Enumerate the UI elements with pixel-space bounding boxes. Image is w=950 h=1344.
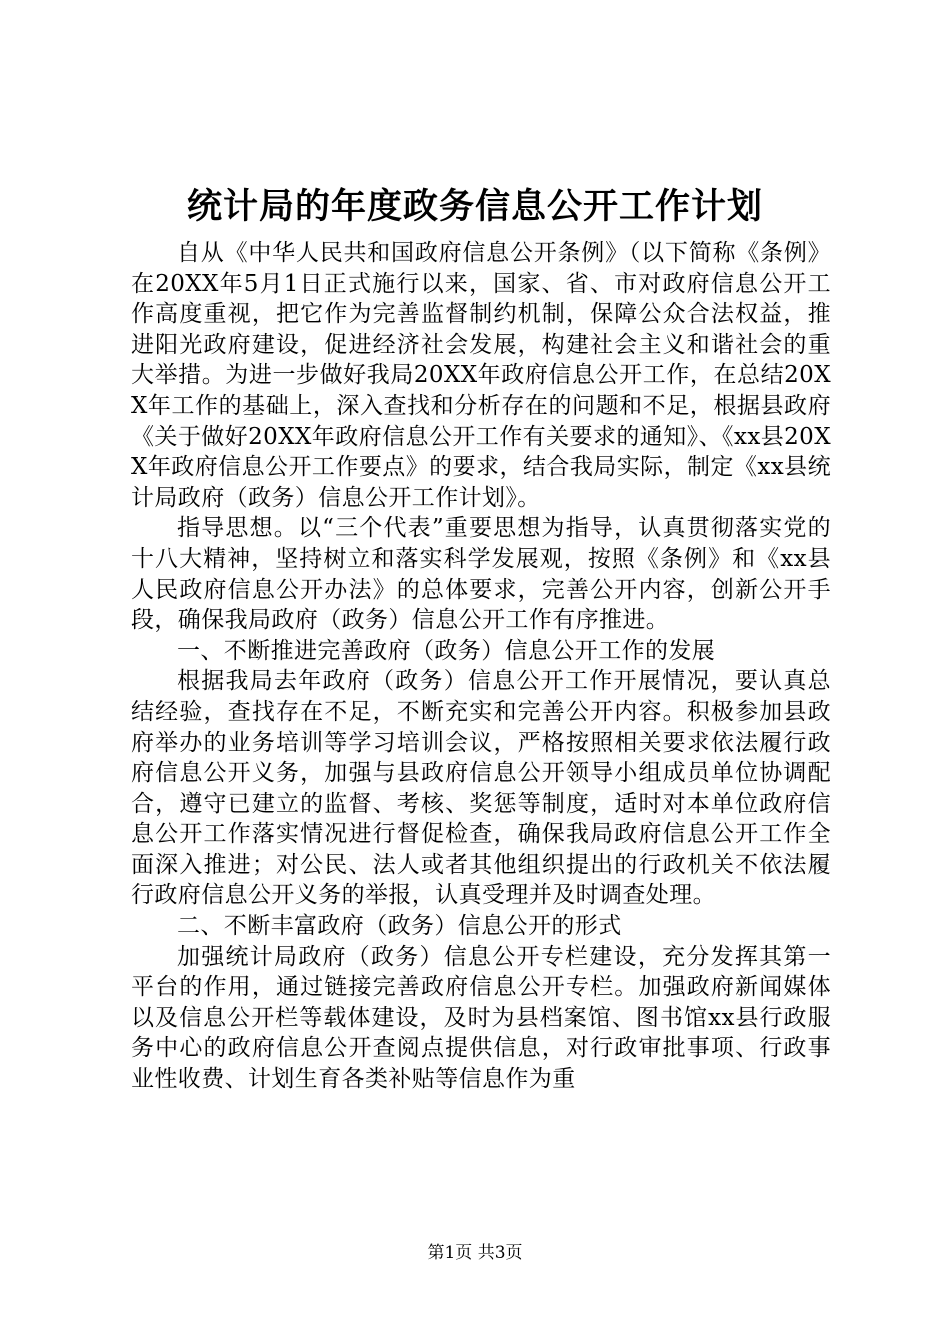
paragraph-section-2: 加强统计局政府（政务）信息公开专栏建设，充分发挥其第一平台的作用，通过链接完善政府信息公开专栏。加强政府新闻媒体以及信息公开栏等载体建设，及时为县档案馆、图书馆xx县行政服务中心的政府信息公开查阅点提供信息，对行政审批事项、行政事业性收费、计划生育各类补贴等信息作为重 [131, 943, 831, 1093]
page-footer: 第1页 共3页 [427, 1243, 523, 1263]
paragraph-section-1: 根据我局去年政府（政务）信息公开工作开展情况，要认真总结经验，查找存在不足，不断充实和完善公开内容。积极参加县政府举办的业务培训等学习培训会议，严格按照相关要求依法履行政府信息公开义务，加强与县政府信息公开领导小组成员单位协调配合，遵守已建立的监督、考核、奖惩等制度，适时对本单位政府信息公开工作落实情况进行督促检查，确保我局政府信息公开工作全面深入推进；对公民、法人或者其他组织提出的行政机关不依法履行政府信息公开义务的举报，认真受理并及时调查处理。 [131, 668, 831, 909]
document-body [131, 238, 831, 1095]
section-heading-2: 二、不断丰富政府（政务）信息公开的形式 [177, 913, 622, 940]
paragraph-intro: 自从《中华人民共和国政府信息公开条例》（以下简称《条例》在20XX年5月1日正式施行以来，国家、省、市对政府信息公开工作高度重视，把它作为完善监督制约机制，保障公众合法权益，推进阳光政府建设，促进经济社会发展，构建社会主义和谐社会的重大举措。为进一步做好我局20XX年政府信息公开工作，在总结20XX年工作的基础上，深入查找和分析存在的问题和不足，根据县政府《关于做好20XX年政府信息公开工作有关要求的通知》、《xx县20XX年政府信息公开工作要点》的要求，结合我局实际，制定《xx县统计局政府（政务）信息公开工作计划》。 [131, 240, 831, 511]
paragraph-guiding-ideology: 指导思想。以“三个代表”重要思想为指导，认真贯彻落实党的十八大精神，坚持树立和落实科学发展观，按照《条例》和《xx县人民政府信息公开办法》的总体要求，完善公开内容，创新公开手段，确保我局政府（政务）信息公开工作有序推进。 [131, 515, 831, 634]
section-heading-1: 一、不断推进完善政府（政务）信息公开工作的发展 [177, 637, 716, 664]
document-title: 统计局的年度政务信息公开工作计划 [186, 186, 763, 227]
